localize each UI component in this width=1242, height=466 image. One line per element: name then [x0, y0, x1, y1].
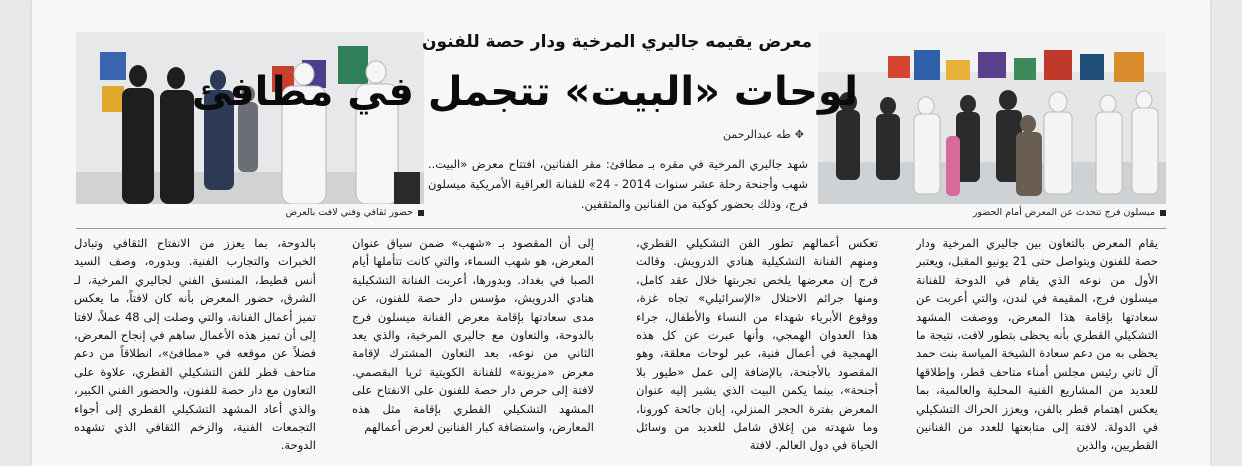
- photo-caption-right: [962, 207, 1166, 223]
- square-bullet-icon: [418, 210, 424, 216]
- column-text: يقام المعرض بالتعاون بين جاليري المرخية ودار حصة للفنون ويتواصل حتى 21 يونيو المقبل، ويعتبر الأول من نوعه الذي يقام في الدوحة للفنانة ميسلون فرج، المقيمة في لندن، والتي أعربت عن سعادتها بإقامة هذا المعرض، ووصفت المشهد التشكيلي القطري بأنه يحظى بتطور لافت، نتيجة ما يحظى به من دعم سعادة الشيخة المياسة بنت حمد آل ثاني رئيس مجلس أمناء متاحف قطر، وإطلاقها للعديد من المشاريع الفنية المحلية والعالمية، بما يعكس اهتمام قطر بالفن، ويعزز الحراك التشكيلي في الدولة. لافتة إلى متابعتها للعدد من الفنانين القطريين، والذين: [916, 236, 1158, 453]
- body-column-2: [636, 234, 878, 466]
- newspaper-page: [32, 0, 1210, 466]
- column-text: إلى أن المقصود بـ «شهب» ضمن سياق عنوان المعرض، هو شهب السماء، والتي كانت تتأملها أيام الصبا في بغداد. وبدورها، أعربت الفنانة التشكيلية هنادي الدرويش، مؤسس دار حصة للفنون، عن مدى سعادتها بإقامة معرض الفنانة ميسلون فرج بالدوحة، والتعاون مع جاليري المرخية، والذي يعد الثاني من نوعه، بعد التعاون المشترك لإقامة معرض «مزيونة» للفنانة الكويتية ثريا البقصمي. لافتة إلى حرص دار حصة للفنون على الانفتاح على المشهد التشكيلي القطري بإقامة مثل هذه المعارض، واستضافة كبار الفنانين لعرض أعمالهم: [352, 236, 594, 435]
- square-bullet-icon: [1160, 210, 1166, 216]
- column-text: بالدوحة، بما يعزز من الانفتاح الثقافي وتبادل الخبرات والتجارب الفنية. وبدوره، وصف السيد أنس قطيط، المنسق الفني لجاليري المرخية، لـ الشرق، حضور المعرض بأنه كان لافتاً، ما يعكس تميز أعمال الفنانة، والتي وصلت إلى 48 عملاً، لافتا إلى أن تميز هذه الأعمال ساهم في إنجاح المعرض، فضلاً عن موقعه في «مطافئ»، انطلاقاً من دعم متاحف قطر للفن التشكيلي القطري، علاوة على التعاون مع دار حصة للفنون، والحضور الفني الكبير، والذي أعاد المشهد التشكيلي القطري إلى أجواء التجمعات الفنية، والزخم الثقافي الذي تشهده الدوحة.: [74, 236, 316, 453]
- article-kicker: معرض يقيمه جاليري المرخية ودار حصة للفنون: [421, 32, 812, 52]
- body-column-3: [352, 234, 594, 466]
- caption-text: ميسلون فرج تتحدث عن المعرض أمام الحضور: [972, 207, 1155, 218]
- article-headline: لوحات «البيت» تتجمل في مطافئ: [191, 69, 858, 115]
- column-text: تعكس أعمالهم تطور الفن التشكيلي القطري، ومنهم الفنانة التشكيلية هنادي الدرويش. وقالت فرج إن معرضها يلخص تجربتها خلال عقد كامل، ومنها جرائم الاحتلال «الإسرائيلي» تجاه غزة، ووقوع الأبرياء شهداء من النساء والأطفال، جراء هذا العدوان الهمجي، وأنها عبرت عن كل هذه الهمجية في أعمال فنية، عبر لوحات معلقة، وهو المقصود بالأجنحة، بالإضافة إلى عمل «طيور بلا أجنحة»، بينما يكمن البيت الذي يشير إليه عنوان المعرض بفترة الحجر المنزلي، إبان جائحة كورونا، وما شهدته من إغلاق شامل للعديد من وسائل الحياة في دول العالم. لافتة: [636, 236, 878, 453]
- byline-author: طه عبدالرحمن: [722, 128, 791, 141]
- caption-text: حضور ثقافي وفني لافت بالعرض: [285, 207, 413, 218]
- body-column-1: [916, 234, 1158, 466]
- body-column-4: [74, 234, 316, 466]
- photo-caption-left: [200, 207, 424, 223]
- diamond-icon: ✥: [794, 128, 804, 141]
- exhibition-crowd-photo: [818, 32, 1166, 204]
- article-byline: [632, 128, 804, 146]
- visitors-photo: [76, 32, 424, 204]
- article-lead: شهد جاليري المرخية في مقره بـ مطافئ: مقر الفنانين، افتتاح معرض «البيت.. شهب وأجنحة رحلة عشر سنوات 2014 - 24» للفنانة العراقية الأمريكية ميسلون فرج، وذلك بحضور كوكبة من الفنانين والمثقفين.: [428, 157, 809, 211]
- divider: [76, 228, 1166, 229]
